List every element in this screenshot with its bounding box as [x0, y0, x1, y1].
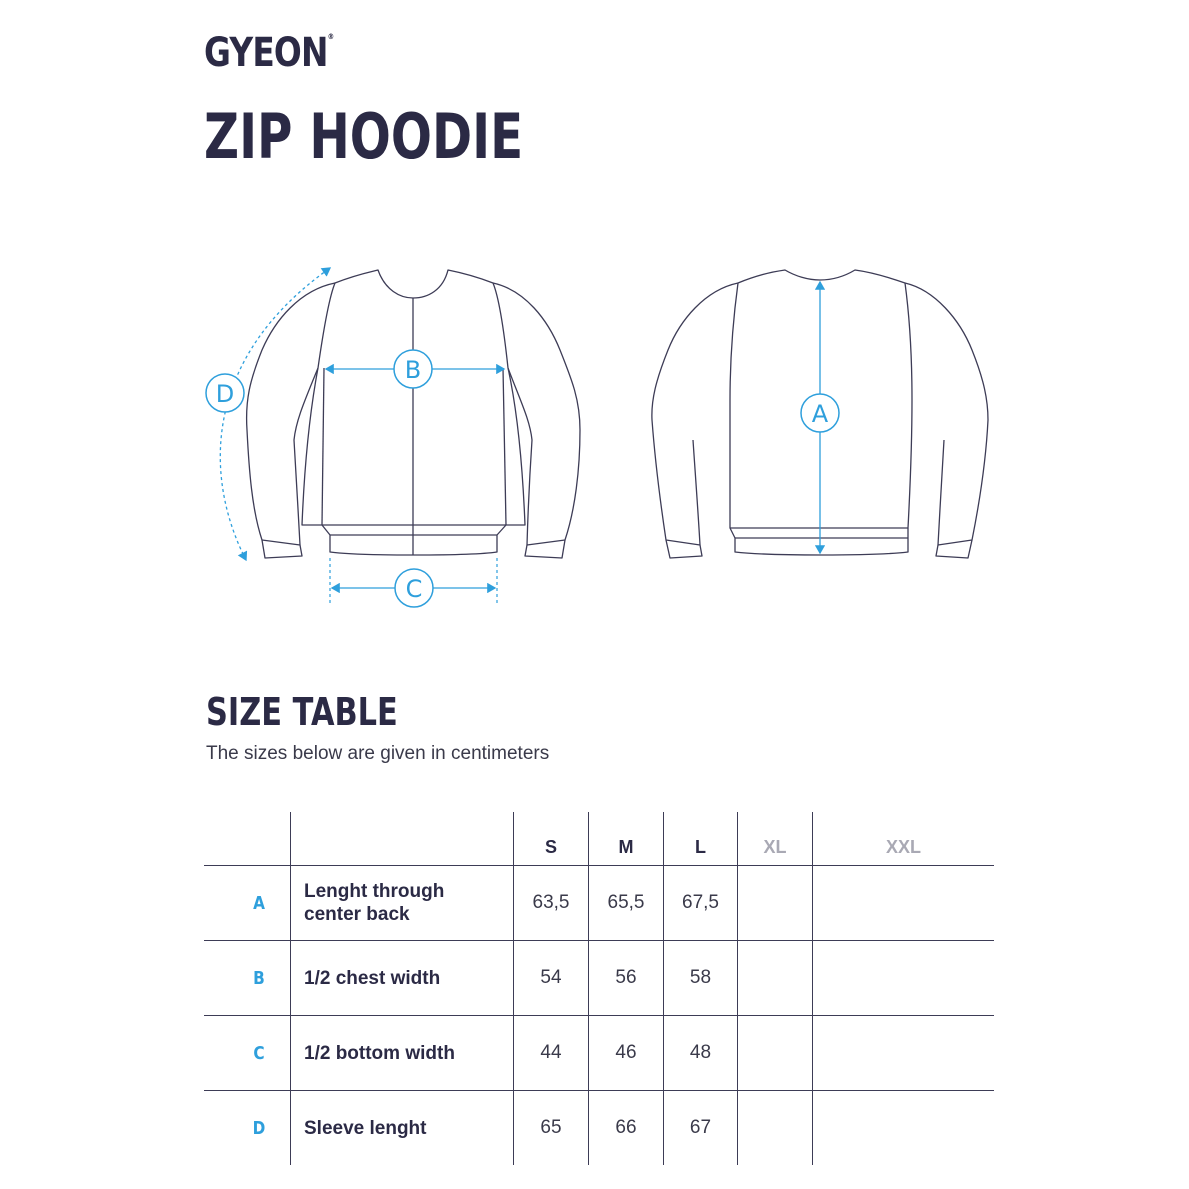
row-letter-a: A [253, 892, 265, 914]
value-b-m: 56 [615, 967, 637, 988]
label-d: D [215, 380, 235, 408]
header-m: M [618, 836, 634, 857]
registered-mark: ® [327, 32, 334, 41]
size-table-subtitle: The sizes below are given in centimeters [206, 743, 550, 764]
size-table-title: SIZE TABLE [206, 690, 398, 734]
row-label-d: Sleeve lenght [304, 1117, 427, 1139]
label-b: B [404, 356, 422, 384]
value-c-m: 46 [615, 1042, 637, 1063]
measure-c [330, 558, 497, 607]
row-label-a-line2: center back [304, 904, 410, 925]
value-a-m: 65,5 [607, 892, 645, 913]
value-b-s: 54 [540, 967, 562, 988]
row-label-a-line1: Lenght through [304, 881, 445, 902]
value-c-s: 44 [540, 1042, 562, 1063]
value-b-l: 58 [689, 967, 712, 988]
measure-a [801, 282, 839, 553]
value-a-s: 63,5 [532, 892, 570, 913]
measure-b [326, 350, 504, 388]
header-s: S [544, 836, 557, 857]
value-c-l: 48 [689, 1042, 712, 1063]
row-letter-d: D [252, 1117, 266, 1139]
value-d-m: 66 [615, 1117, 637, 1138]
value-d-s: 65 [540, 1117, 562, 1138]
row-label-c: 1/2 bottom width [304, 1042, 455, 1064]
row-label-b: 1/2 chest width [304, 967, 441, 989]
header-l: L [695, 836, 706, 857]
label-a: A [811, 400, 829, 428]
value-a-l: 67,5 [682, 892, 719, 913]
page-title: ZIP HOODIE [204, 100, 524, 173]
header-xl: XL [763, 836, 787, 857]
row-letter-b: B [253, 967, 265, 989]
value-d-l: 67 [689, 1117, 712, 1138]
label-c: C [405, 575, 423, 603]
brand-name: GYEON [204, 30, 328, 76]
front-hoodie-outline [247, 270, 580, 558]
row-letter-c: C [253, 1042, 265, 1064]
header-xxl: XXL [885, 836, 921, 857]
row-label-a [304, 866, 509, 940]
